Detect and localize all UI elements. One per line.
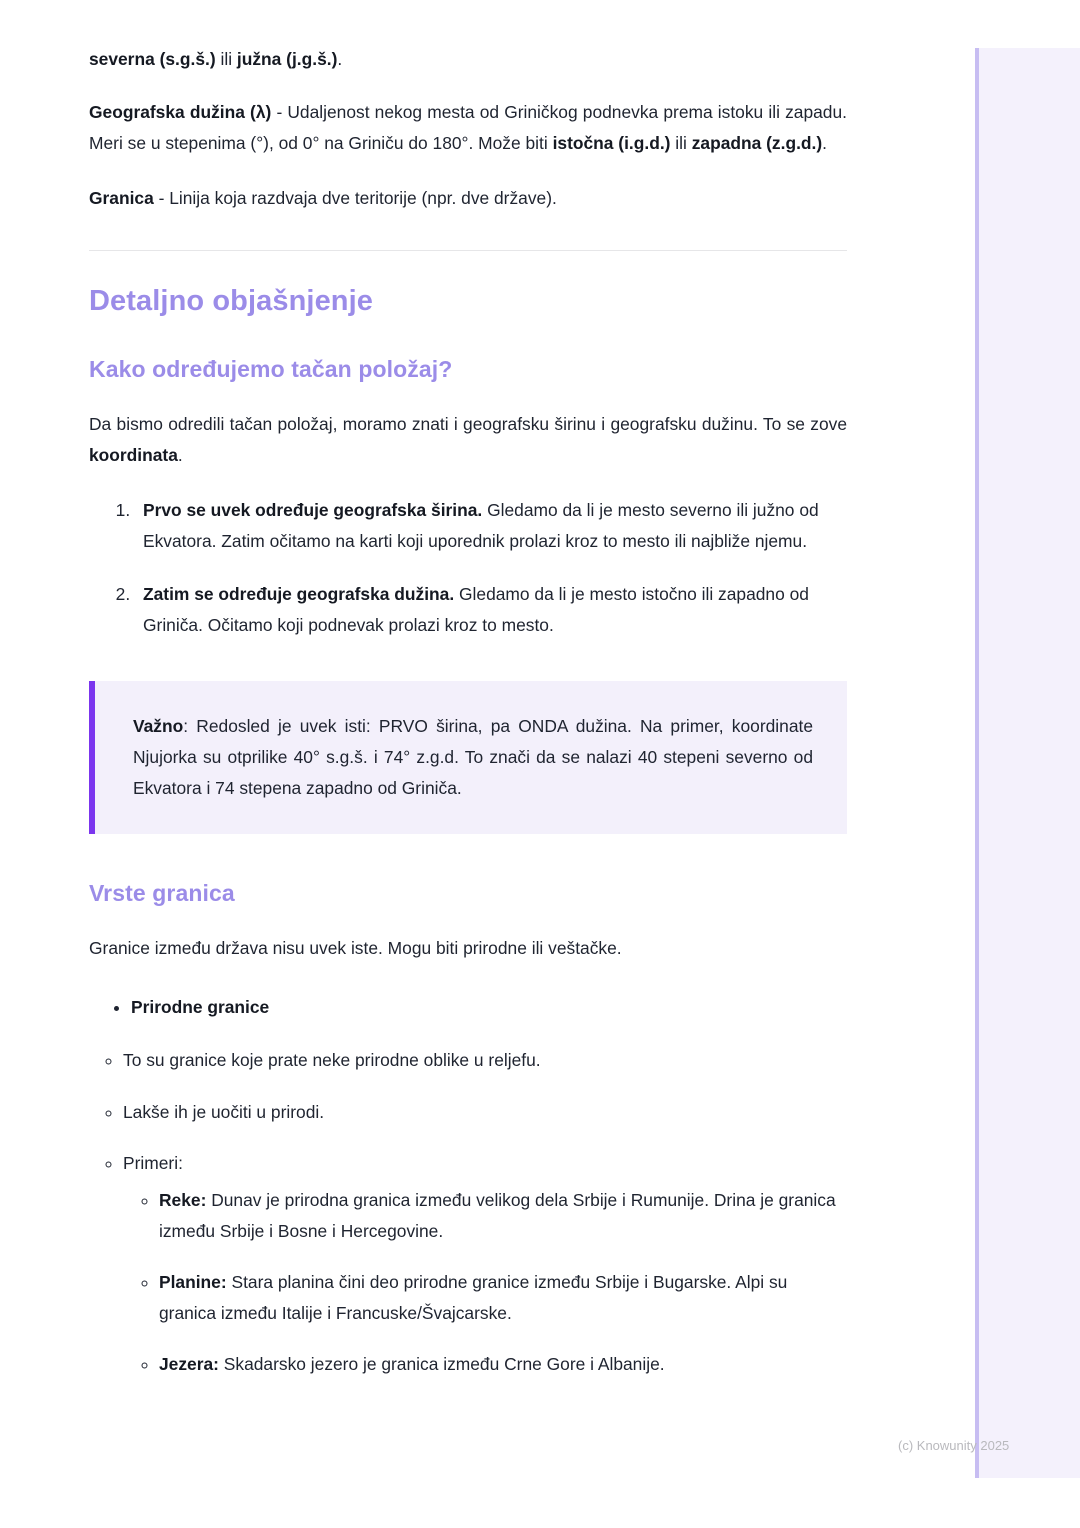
paragraph-granice-intro: Granice između država nisu uvek iste. Mogu biti prirodne ili veštačke. bbox=[89, 937, 622, 958]
footer-watermark: (c) Knowunity 2025 bbox=[898, 1438, 1010, 1453]
steps-list bbox=[89, 495, 847, 641]
callout-text: Važno: Redosled je uvek isti: PRVO širina, pa ONDA dužina. Na primer, koordinate Njujorka su otprilike 40° s.g.š. i 74° z.g.d. To znači da se nalazi 40 stepeni severno od Ekvatora i 74 stepena zapadno od Griniča. bbox=[133, 715, 813, 798]
list-item: ◦ Jezera: Skadarsko jezero je granica između Crne Gore i Albanije. bbox=[159, 1349, 847, 1380]
important-callout bbox=[89, 681, 847, 834]
list-item: 2. Zatim se određuje geografska dužina. Gledamo da li je mesto istočno ili zapadno od Griniča. Očitamo koji podnevak prolazi kroz to mesto. bbox=[135, 579, 847, 641]
page-title: Detaljno objašnjenje bbox=[89, 284, 373, 317]
list-item: 1. Prvo se uvek određuje geografska širina. Gledamo da li je mesto severno ili južno od Ekvatora. Zatim očitamo na karti koji uporednik prolazi kroz to mesto ili najbliže njemu. bbox=[135, 495, 847, 557]
subsection-heading-vrste-granica: Vrste granica bbox=[89, 879, 235, 906]
list-item: • Prirodne granice bbox=[131, 992, 847, 1023]
bullet-list-level-1 bbox=[89, 992, 847, 1023]
page-edge-decoration bbox=[975, 48, 1080, 1478]
bullet-list-level-2 bbox=[89, 1045, 847, 1381]
list-item bbox=[123, 1148, 847, 1380]
paragraph-geografska-duzina: Geografska dužina (λ) - Udaljenost nekog mesta od Griničkog podnevka prema istoku ili zapadu. Meri se u stepenima (°), od 0° na Griniču do 180°. Može biti istočna (i.g.d.) ili zapadna (z.g.d.). bbox=[89, 101, 847, 153]
paragraph-koordinata: Da bismo odredili tačan položaj, moramo znati i geografsku širinu i geografsku dužinu. To se zove koordinata. bbox=[89, 413, 847, 465]
list-item-label: Primeri: bbox=[123, 1153, 183, 1174]
section-divider bbox=[89, 250, 847, 251]
bullet-list-level-3 bbox=[123, 1185, 847, 1380]
list-item: ◦ Reke: Dunav je prirodna granica između velikog dela Srbije i Rumunije. Drina je granica između Srbije i Bosne i Hercegovine. bbox=[159, 1185, 847, 1247]
list-item: ◦ To su granice koje prate neke prirodne oblike u reljefu. bbox=[123, 1045, 847, 1076]
list-item: ◦ Lakše ih je uočiti u prirodi. bbox=[123, 1097, 847, 1128]
list-item: ◦ Planine: Stara planina čini deo prirodne granice između Srbije i Bugarske. Alpi su granica između Italije i Francuske/Švajcarske. bbox=[159, 1267, 847, 1329]
paragraph-latitude-continuation: severna (s.g.š.) ili južna (j.g.š.). bbox=[89, 49, 343, 69]
subsection-heading-polozaj: Kako određujemo tačan položaj? bbox=[89, 355, 453, 382]
paragraph-granica: Granica - Linija koja razdvaja dve teritorije (npr. dve države). bbox=[89, 187, 557, 208]
